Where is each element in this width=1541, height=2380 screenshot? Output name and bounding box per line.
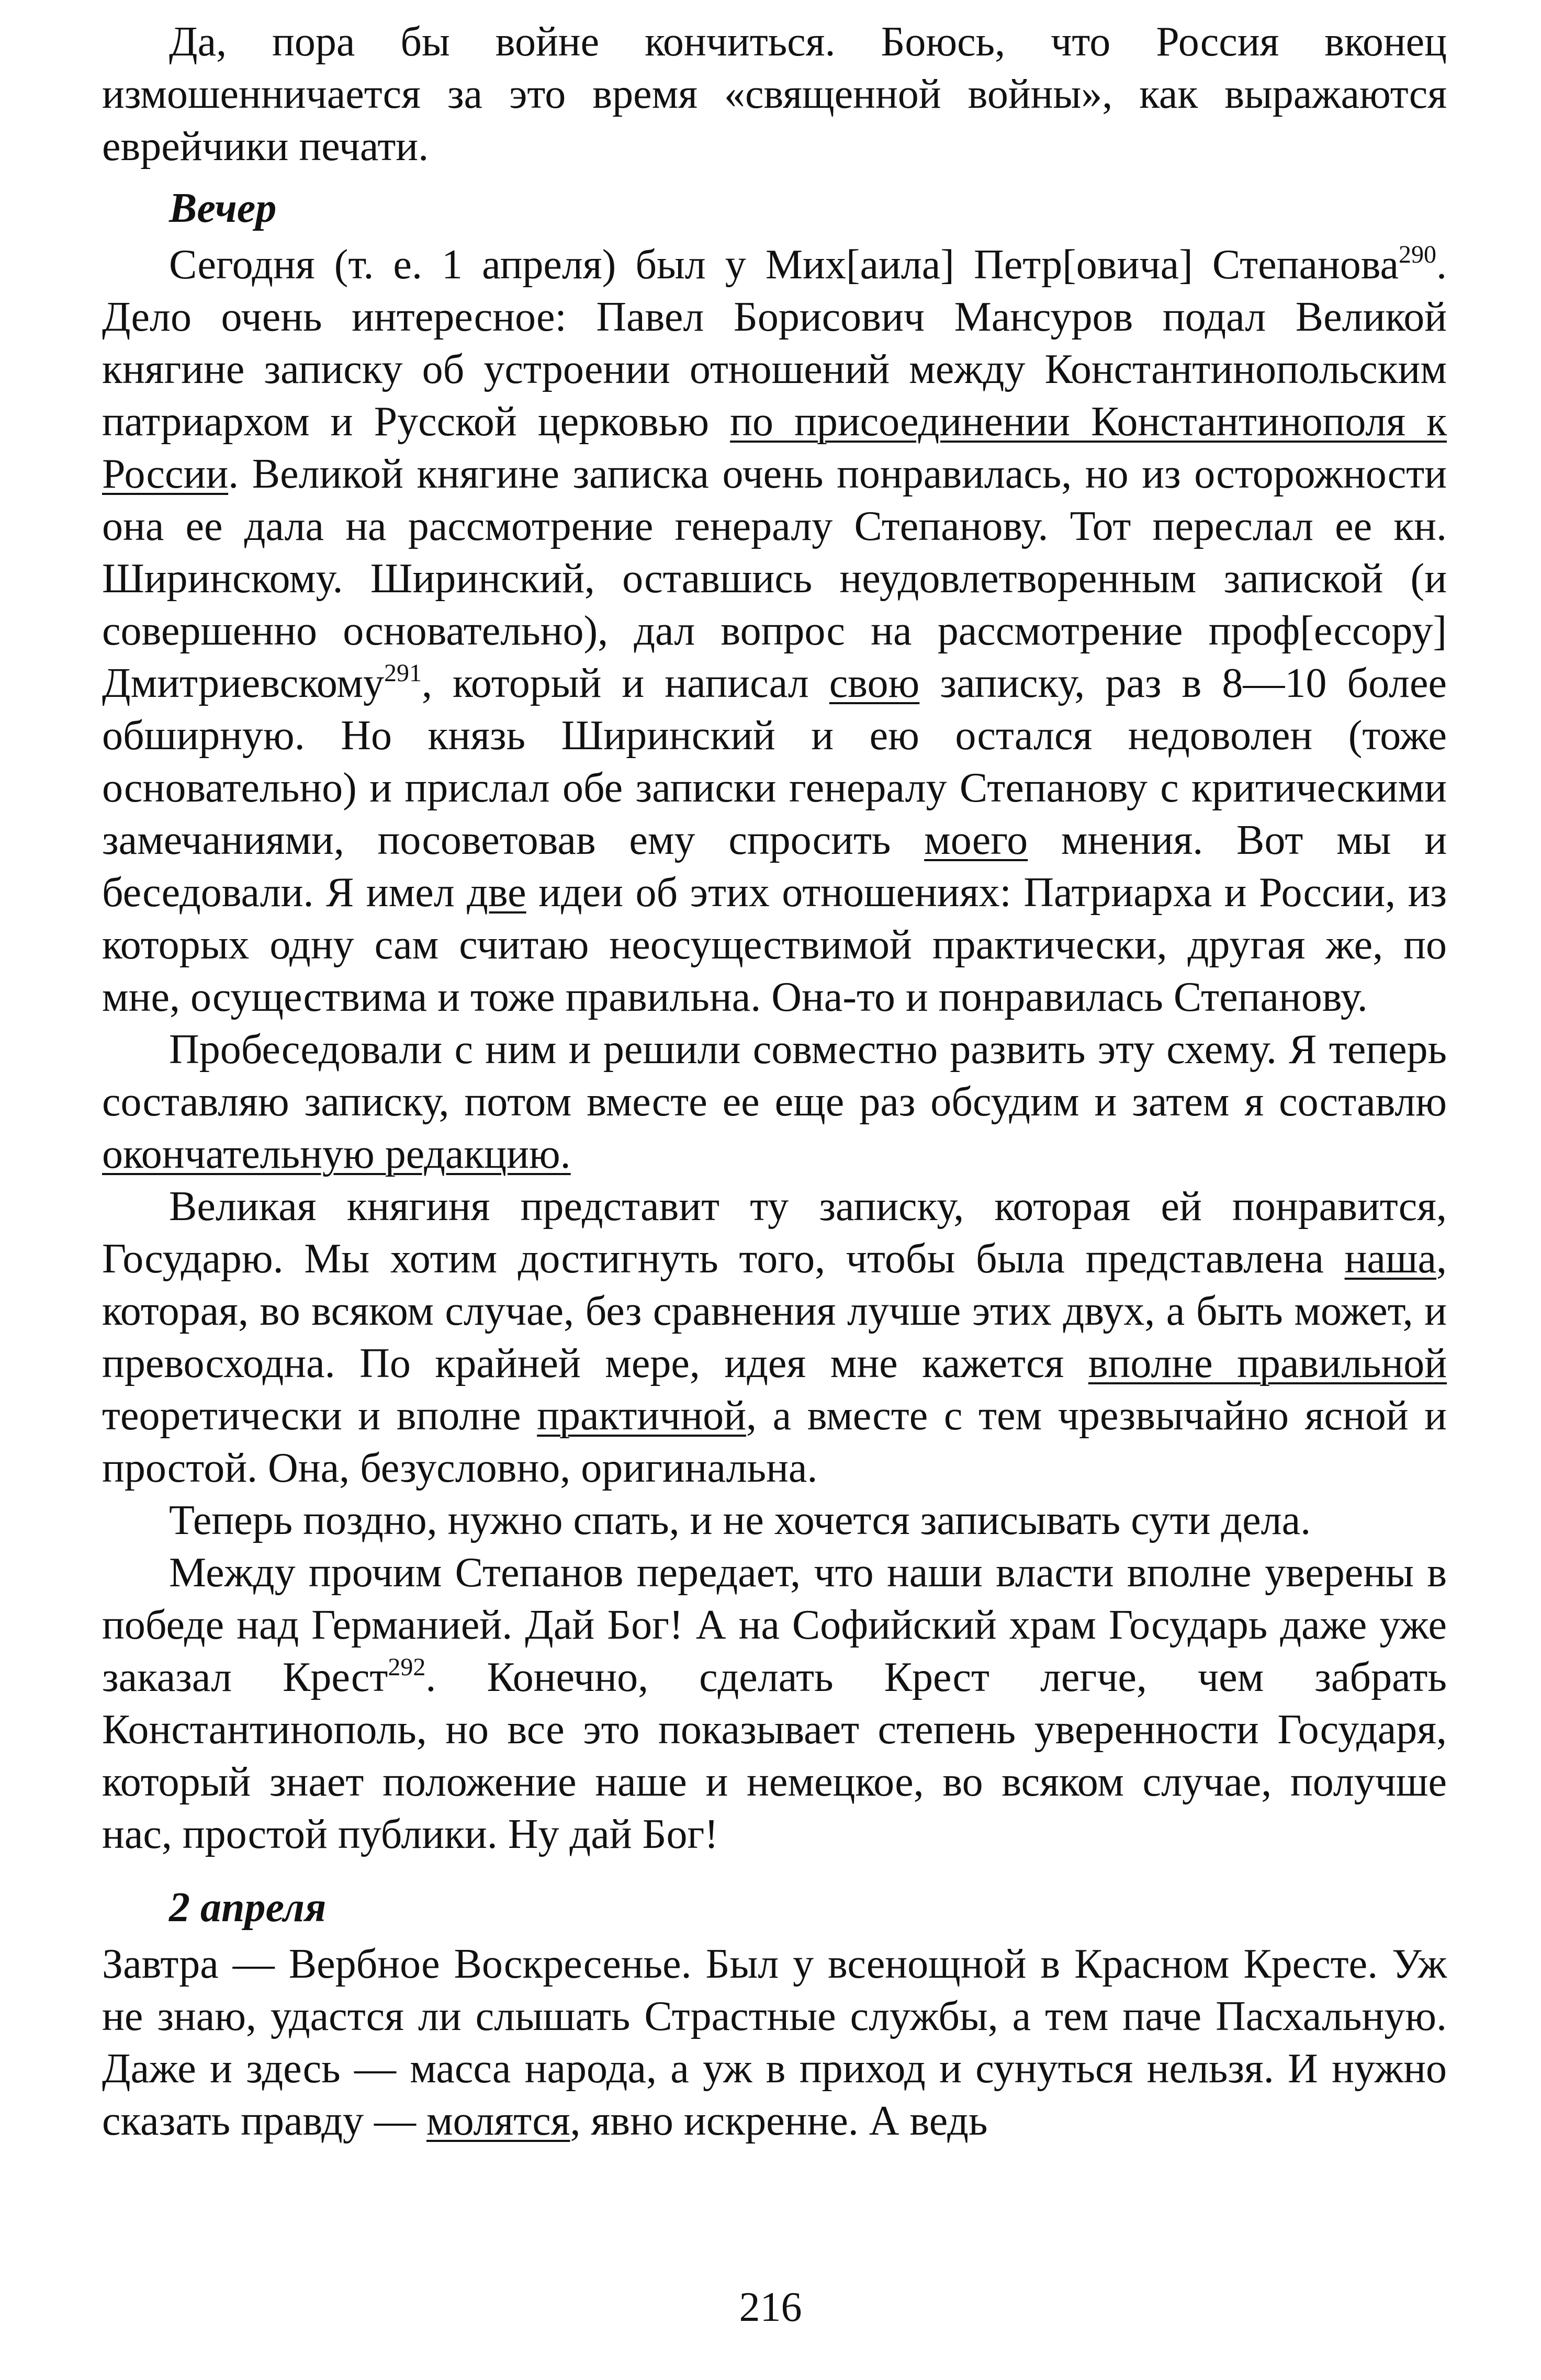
- underlined-text: окончательную редакцию.: [102, 1131, 571, 1177]
- text-run: , а вместе с тем чрезвычайно ясной и простой. Она, безусловно, оригинальна.: [102, 1393, 1447, 1491]
- underlined-text: свою: [829, 660, 920, 706]
- document-page: [102, 16, 1447, 2147]
- paragraph-evening-5: [102, 1547, 1447, 1860]
- text-run: записку, раз в 8—10 более обширную. Но князь Ширинский и ею остался недоволен (тоже основательно) и прислал обе записки генералу Степанову с критическими замечаниями, посоветовав ему спросить: [102, 660, 1447, 863]
- text-run: мнения. Вот мы и беседовали. Я имел: [102, 817, 1447, 916]
- text-run: . Великой княгине записка очень понравилась, но из осторожности она ее дала на рассмотрение генералу Степанову. Тот переслал ее кн. Ширинскому. Ширинский, оставшись неудовлетворенным запиской (и совершенно основательно), дал вопрос на рассмотрение проф[ессору] Дмитриевскому: [102, 451, 1447, 706]
- page-number: 216: [739, 2284, 802, 2330]
- section-heading-april-2: 2 апреля: [169, 1885, 327, 1931]
- paragraph-evening-4: Теперь поздно, нужно спать, и не хочется записывать сути дела.: [169, 1497, 1311, 1543]
- text-run: Между прочим Степанов передает, что наши власти вполне уверены в победе над Германией. Дай Бог! А на Софийский храм Государь даже уже заказал Крест: [102, 1550, 1447, 1700]
- paragraph-evening-1: [102, 239, 1447, 1023]
- text-run: Великая княгиня представит ту записку, которая ей понравится, Государю. Мы хотим достигнуть того, чтобы была представлена: [102, 1183, 1447, 1282]
- underlined-text: практичной: [537, 1393, 746, 1439]
- intro-paragraph: Да, пора бы войне кончиться. Боюсь, что Россия вконец измошенничается за это время «священной войны», как выражаются еврейчики печати.: [102, 19, 1447, 170]
- text-run: , который и написал: [421, 660, 829, 706]
- paragraph-evening-2: [102, 1023, 1447, 1180]
- underlined-text: вполне правильной: [1088, 1340, 1447, 1386]
- text-run: , явно искренне. А ведь: [570, 2098, 988, 2144]
- text-run: Завтра — Вербное Воскресенье. Был у всенощной в Красном Кресте. Уж не знаю, удастся ли слышать Страстные службы, а тем паче Пасхальную. Даже и здесь — масса народа, а уж в приход и сунуться нельзя. И нужно сказать правду —: [102, 1941, 1447, 2144]
- underlined-text: наша: [1344, 1236, 1436, 1282]
- text-run: . Конечно, сделать Крест легче, чем забрать Константинополь, но все это показывает степень уверенности Государя, который знает положение наше и немецкое, во всяком случае, получше нас, простой публики. Ну дай Бог!: [102, 1654, 1447, 1857]
- underlined-text: моего: [924, 817, 1028, 863]
- footnote-ref: 290: [1399, 241, 1436, 268]
- footnote-ref: 291: [384, 659, 422, 687]
- text-run: Сегодня (т. е. 1 апреля) был у Мих[аила] Петр[овича] Степанова: [169, 242, 1399, 288]
- text-run: . Дело очень интересное: Павел Борисович Мансуров подал Великой княгине записку об устроении отношений между Константинопольским патриархом и Русской церковью: [102, 242, 1447, 445]
- text-run: Пробеседовали с ним и решили совместно развить эту схему. Я теперь составляю записку, потом вместе ее еще раз обсудим и затем я составлю: [102, 1027, 1447, 1125]
- paragraph-evening-3: [102, 1180, 1447, 1494]
- text-run: , которая, во всяком случае, без сравнения лучше этих двух, а быть может, и превосходна. По крайней мере, идея мне кажется: [102, 1236, 1447, 1386]
- underlined-text: по присоединении Константинополя к России: [102, 399, 1447, 497]
- underlined-text: молятся: [426, 2098, 570, 2144]
- paragraph-april-2-1: [102, 1938, 1447, 2147]
- section-heading-evening: Вечер: [169, 185, 277, 231]
- footnote-ref: 292: [388, 1653, 426, 1681]
- text-run: теоретически и вполне: [102, 1393, 537, 1439]
- text-run: идеи об этих отношениях: Патриарха и России, из которых одну сам считаю неосуществимой практически, другая же, по мне, осуществима и тоже правильна. Она-то и понравилась Степанову.: [102, 870, 1447, 1020]
- underlined-text: две: [467, 870, 526, 916]
